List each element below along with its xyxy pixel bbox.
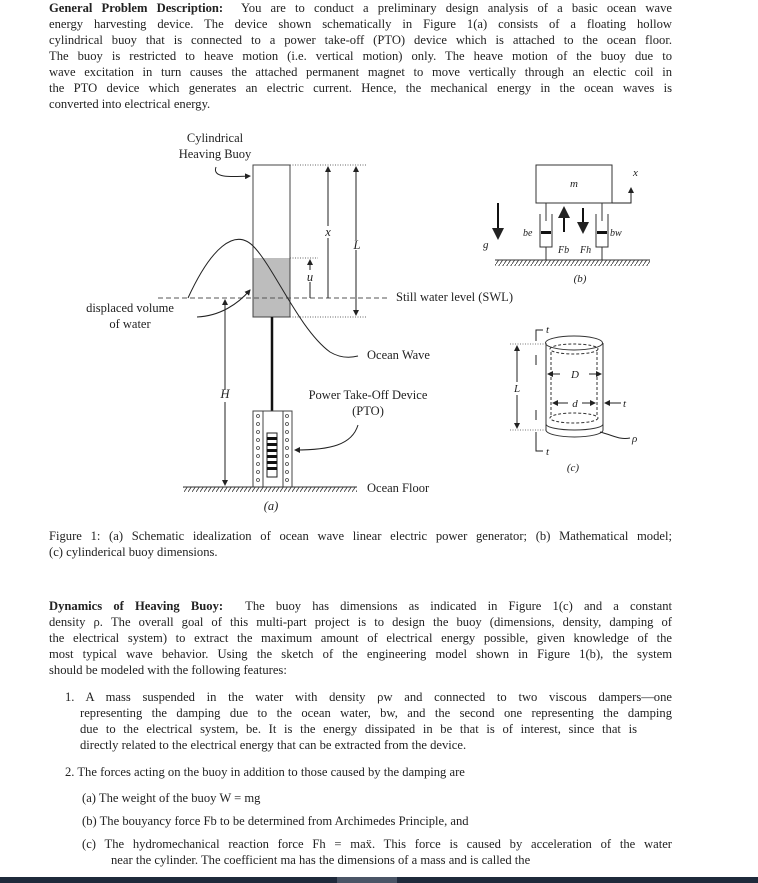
list-item: 1. A mass suspended in the water with density ρw and connected to two viscous dampers—one	[65, 690, 672, 704]
dynamics-heading: Dynamics of Heaving Buoy:	[49, 599, 224, 613]
svg-text:displaced volume: displaced volume	[86, 301, 174, 315]
intro-line: energy harvesting device. The device shown schematically in Figure 1(a) consists of a floating hollow	[49, 17, 672, 31]
intro-heading: General Problem Description:	[49, 1, 224, 15]
figure-c-buoy-dimensions	[510, 324, 637, 474]
buoy-label: Heaving Buoy	[178, 147, 252, 161]
svg-text:(a): (a)	[263, 499, 279, 513]
sub-list-item: (b) The bouyancy force Fb to be determined from Archimedes Principle, and	[82, 814, 469, 828]
svg-text:t: t	[546, 446, 550, 458]
figure-a-buoy-schematic	[86, 131, 430, 513]
intro-line: converted into electrical energy.	[49, 97, 211, 111]
swl-label: Still water level (SWL)	[396, 290, 513, 304]
svg-text:m: m	[570, 178, 578, 190]
svg-text:x: x	[633, 167, 638, 179]
list-item: 2. The forces acting on the buoy in addition to those caused by the damping are	[65, 765, 465, 779]
svg-text:(PTO): (PTO)	[352, 404, 384, 418]
sub-list-item: (c) The hydromechanical reaction force Fh = maẍ. This force is caused by acceleration of the water	[82, 837, 672, 851]
svg-text:g: g	[483, 239, 489, 251]
buoy-label: Cylindrical	[186, 131, 244, 145]
svg-text:be: be	[523, 228, 533, 239]
svg-text:D: D	[571, 369, 579, 381]
pto-device	[253, 411, 292, 487]
intro-line: cylindrical buoy that is connected to a power take-off (PTO) device which is attached to the ocean floor.	[49, 33, 672, 47]
figure-b-mass-damper-model	[483, 165, 650, 285]
svg-text:L: L	[353, 238, 361, 252]
svg-text:(c): (c)	[566, 462, 580, 474]
svg-text:u: u	[306, 270, 314, 284]
svg-text:ρ: ρ	[632, 433, 638, 445]
sub-list-item: (a) The weight of the buoy W = mg	[82, 791, 261, 805]
intro-line: You are to conduct a preliminary design analysis of a basic ocean wave	[240, 1, 672, 15]
svg-text:Ocean Floor: Ocean Floor	[367, 481, 430, 495]
svg-text:(b): (b)	[573, 273, 587, 285]
ocean-floor	[183, 487, 357, 492]
intro-line: wave excitation in turn causes the attached permanent magnet to move vertically through an electic coil in	[49, 65, 672, 79]
bottom-scrollbar[interactable]	[0, 877, 758, 883]
svg-text:x: x	[325, 225, 331, 239]
svg-text:d: d	[572, 398, 578, 410]
intro-line: The buoy is restricted to heave motion (i.e. vertical motion) only. The heave motion of the buoy due to	[49, 49, 672, 63]
svg-text:Power Take-Off Device: Power Take-Off Device	[308, 388, 428, 402]
intro-line: the PTO device which generates an electric current. Hence, the mechanical energy in the ocean waves is	[49, 81, 672, 95]
ocean-wave-label: Ocean Wave	[367, 348, 430, 362]
svg-text:bw: bw	[610, 228, 622, 239]
svg-text:H: H	[220, 387, 230, 401]
svg-text:Fb: Fb	[558, 245, 570, 256]
svg-text:t: t	[623, 398, 627, 410]
svg-text:t: t	[546, 324, 550, 336]
svg-text:L: L	[513, 383, 521, 395]
svg-text:Fh: Fh	[580, 245, 592, 256]
svg-text:of water: of water	[109, 317, 151, 331]
scrollbar-thumb[interactable]	[337, 877, 397, 883]
